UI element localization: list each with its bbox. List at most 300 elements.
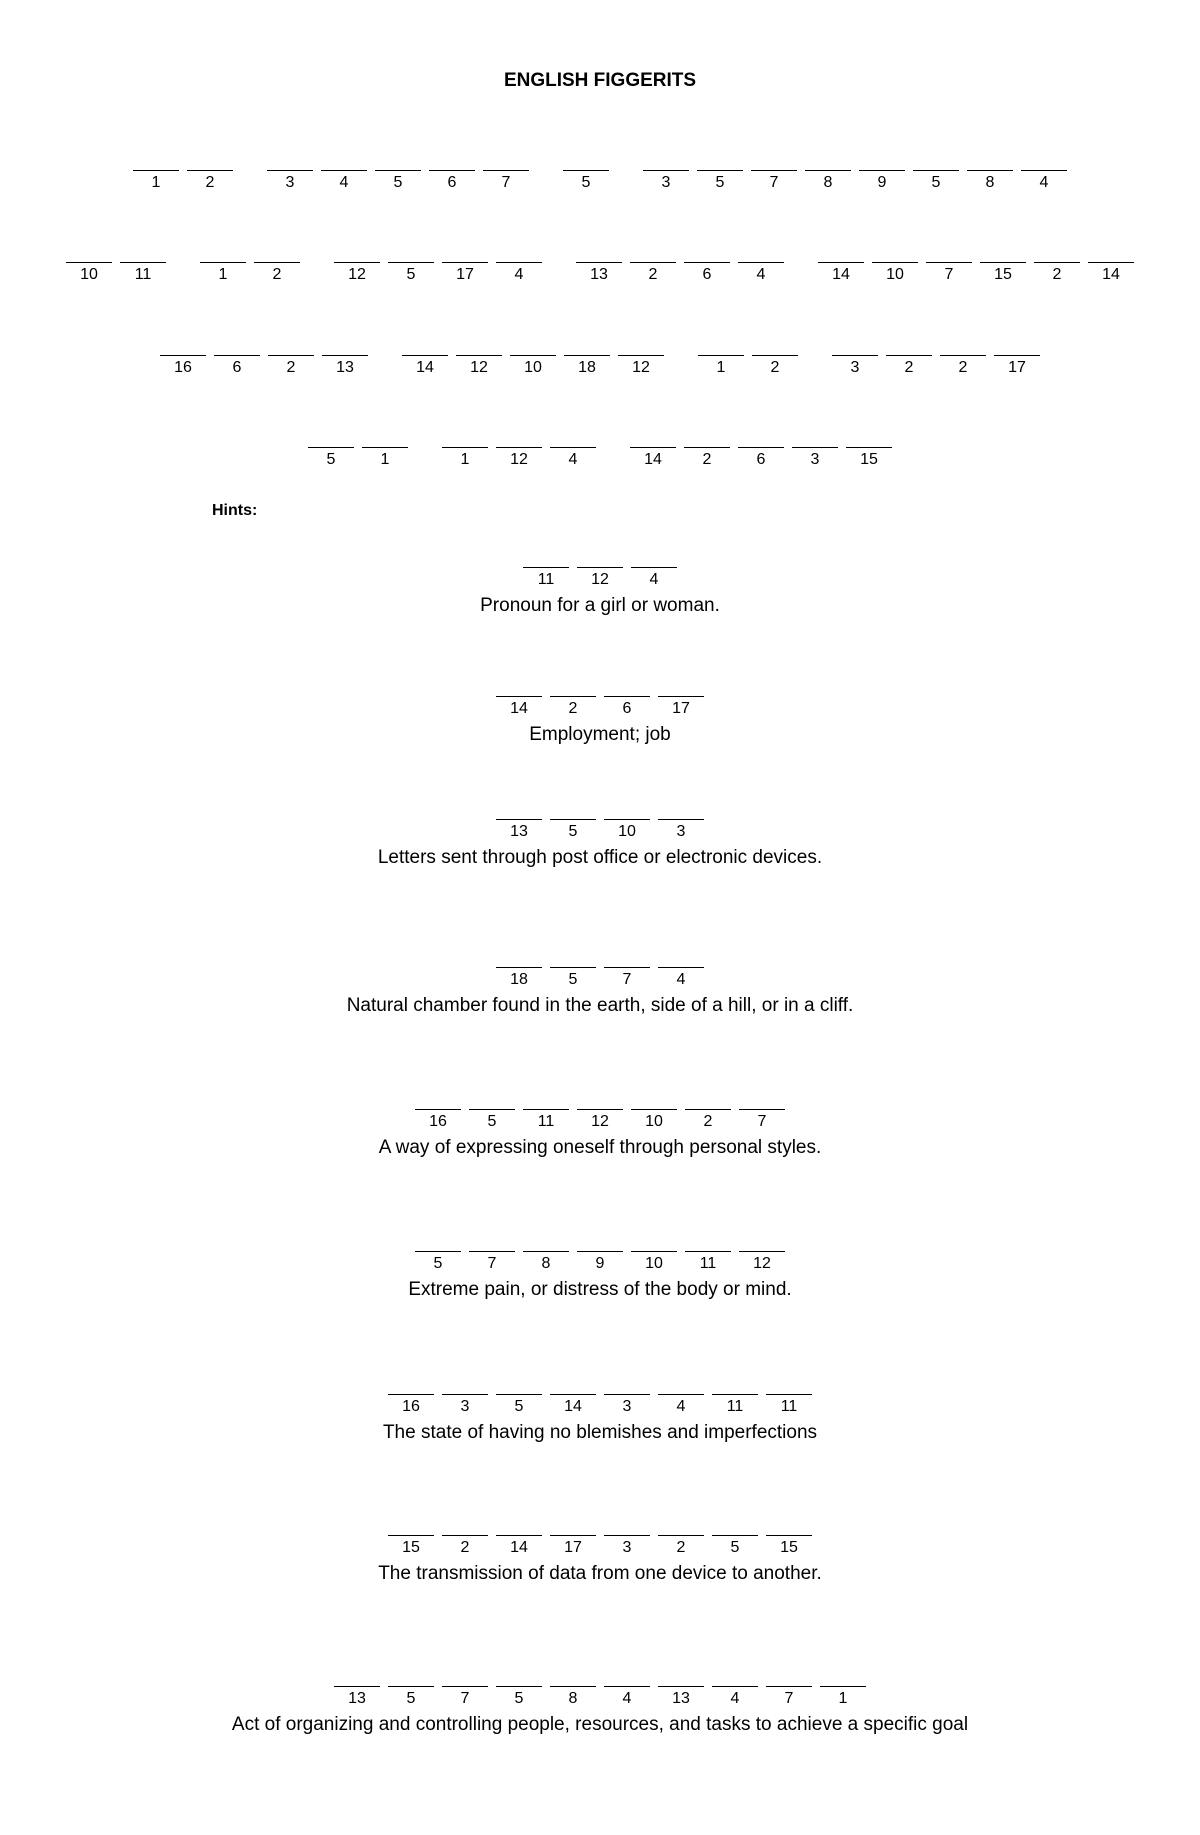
cipher-number: 2 xyxy=(1052,266,1062,283)
blank-line xyxy=(604,1394,650,1395)
letter-slot xyxy=(438,1535,492,1557)
hint-answer-blanks xyxy=(0,1109,1200,1131)
blank-line xyxy=(658,819,704,820)
hint-word xyxy=(330,1686,870,1708)
blank-line xyxy=(133,170,179,171)
blank-line xyxy=(66,262,112,263)
cipher-number: 4 xyxy=(1039,174,1049,191)
blank-line xyxy=(618,355,664,356)
cipher-number: 2 xyxy=(460,1539,470,1556)
letter-slot xyxy=(519,567,573,589)
hint-word xyxy=(384,1535,816,1557)
letter-slot xyxy=(600,1394,654,1416)
cipher-number: 8 xyxy=(823,174,833,191)
letter-slot xyxy=(762,1686,816,1708)
letter-slot xyxy=(519,1109,573,1131)
letter-slot xyxy=(116,262,170,284)
letter-slot xyxy=(398,355,452,377)
cipher-number: 5 xyxy=(406,1690,416,1707)
letter-slot xyxy=(425,170,479,192)
letter-slot xyxy=(438,447,492,469)
cipher-number: 7 xyxy=(622,971,632,988)
blank-line xyxy=(658,1535,704,1536)
blank-line xyxy=(268,355,314,356)
letter-slot xyxy=(129,170,183,192)
letter-slot xyxy=(465,1251,519,1273)
blank-line xyxy=(322,355,368,356)
blank-line xyxy=(792,447,838,448)
cipher-number: 7 xyxy=(769,174,779,191)
blank-line xyxy=(631,1109,677,1110)
hint-word xyxy=(411,1251,789,1273)
cipher-number: 6 xyxy=(756,451,766,468)
letter-slot xyxy=(627,567,681,589)
cipher-number: 16 xyxy=(402,1398,420,1415)
hint-word xyxy=(492,819,708,841)
cipher-number: 5 xyxy=(487,1113,497,1130)
hint-block xyxy=(0,1535,1200,1585)
blank-line xyxy=(739,1251,785,1252)
hint-clue: Act of organizing and controlling people, resources, and tasks to achieve a specific goal xyxy=(231,1714,969,1735)
letter-slot xyxy=(654,819,708,841)
blank-line xyxy=(469,1251,515,1252)
letter-slot xyxy=(559,170,613,192)
blank-line xyxy=(496,696,542,697)
cipher-number: 18 xyxy=(578,359,596,376)
puzzle-line xyxy=(0,355,1200,377)
letter-slot xyxy=(693,170,747,192)
letter-slot xyxy=(492,1686,546,1708)
letter-slot xyxy=(639,170,693,192)
blank-line xyxy=(442,262,488,263)
blank-line xyxy=(658,1686,704,1687)
hint-clue: Employment; job xyxy=(529,724,671,745)
letter-slot xyxy=(735,1109,789,1131)
cipher-number: 14 xyxy=(510,1539,528,1556)
blank-line xyxy=(630,447,676,448)
letter-slot xyxy=(1017,170,1071,192)
cipher-number: 2 xyxy=(286,359,296,376)
cipher-number: 2 xyxy=(958,359,968,376)
hint-word xyxy=(492,696,708,718)
cipher-number: 11 xyxy=(134,266,152,283)
blank-line xyxy=(832,355,878,356)
cipher-number: 16 xyxy=(429,1113,447,1130)
letter-slot xyxy=(492,1394,546,1416)
blank-line xyxy=(738,262,784,263)
blank-line xyxy=(321,170,367,171)
letter-slot xyxy=(465,1109,519,1131)
cipher-number: 6 xyxy=(447,174,457,191)
letter-slot xyxy=(492,819,546,841)
cipher-number: 11 xyxy=(537,571,555,588)
blank-line xyxy=(994,355,1040,356)
cipher-number: 7 xyxy=(501,174,511,191)
blank-line xyxy=(442,1394,488,1395)
cipher-number: 13 xyxy=(590,266,608,283)
letter-slot xyxy=(681,1109,735,1131)
puzzle-word xyxy=(572,262,788,284)
blank-line xyxy=(697,170,743,171)
cipher-number: 10 xyxy=(886,266,904,283)
letter-slot xyxy=(654,696,708,718)
hint-answer-blanks xyxy=(0,567,1200,589)
blank-line xyxy=(483,170,529,171)
letter-slot xyxy=(264,355,318,377)
letter-slot xyxy=(479,170,533,192)
blank-line xyxy=(751,170,797,171)
blank-line xyxy=(630,262,676,263)
hint-word xyxy=(519,567,681,589)
cipher-number: 5 xyxy=(715,174,725,191)
cipher-number: 10 xyxy=(80,266,98,283)
cipher-number: 3 xyxy=(622,1398,632,1415)
letter-slot xyxy=(734,262,788,284)
cipher-number: 14 xyxy=(644,451,662,468)
blank-line xyxy=(415,1109,461,1110)
puzzle-word xyxy=(304,447,412,469)
puzzle-word xyxy=(828,355,1044,377)
letter-slot xyxy=(573,1251,627,1273)
blank-line xyxy=(187,170,233,171)
letter-slot xyxy=(909,170,963,192)
cipher-number: 2 xyxy=(205,174,215,191)
hint-block xyxy=(0,567,1200,617)
blank-line xyxy=(967,170,1013,171)
letter-slot xyxy=(452,355,506,377)
blank-line xyxy=(712,1535,758,1536)
letter-slot xyxy=(855,170,909,192)
cipher-number: 12 xyxy=(348,266,366,283)
letter-slot xyxy=(747,170,801,192)
cipher-number: 1 xyxy=(380,451,390,468)
blank-line xyxy=(362,447,408,448)
blank-line xyxy=(872,262,918,263)
cipher-number: 18 xyxy=(510,971,528,988)
letter-slot xyxy=(411,1251,465,1273)
blank-line xyxy=(604,819,650,820)
cipher-number: 4 xyxy=(339,174,349,191)
letter-slot xyxy=(196,262,250,284)
cipher-number: 15 xyxy=(780,1539,798,1556)
puzzle-word xyxy=(263,170,533,192)
blank-line xyxy=(429,170,475,171)
blank-line xyxy=(308,447,354,448)
cipher-number: 3 xyxy=(661,174,671,191)
letter-slot xyxy=(572,262,626,284)
blank-line xyxy=(913,170,959,171)
blank-line xyxy=(712,1686,758,1687)
puzzle-line xyxy=(0,170,1200,192)
blank-line xyxy=(563,170,609,171)
cipher-number: 9 xyxy=(595,1255,605,1272)
letter-slot xyxy=(318,355,372,377)
blank-line xyxy=(658,1394,704,1395)
letter-slot xyxy=(546,696,600,718)
letter-slot xyxy=(680,262,734,284)
letter-slot xyxy=(708,1394,762,1416)
blank-line xyxy=(442,1686,488,1687)
blank-line xyxy=(805,170,851,171)
hint-word xyxy=(411,1109,789,1131)
blank-line xyxy=(859,170,905,171)
cipher-number: 6 xyxy=(232,359,242,376)
letter-slot xyxy=(573,567,627,589)
letter-slot xyxy=(626,262,680,284)
blank-line xyxy=(766,1535,812,1536)
blank-line xyxy=(523,1109,569,1110)
puzzle-word xyxy=(626,447,896,469)
blank-line xyxy=(388,262,434,263)
cipher-number: 2 xyxy=(676,1539,686,1556)
cipher-number: 7 xyxy=(757,1113,767,1130)
cipher-number: 17 xyxy=(1008,359,1026,376)
hint-clue: The state of having no blemishes and imperfections xyxy=(382,1422,818,1443)
blank-line xyxy=(388,1686,434,1687)
cipher-number: 2 xyxy=(568,700,578,717)
blank-line xyxy=(684,447,730,448)
cipher-number: 3 xyxy=(810,451,820,468)
letter-slot xyxy=(546,1535,600,1557)
blank-line xyxy=(738,447,784,448)
blank-line xyxy=(402,355,448,356)
letter-slot xyxy=(922,262,976,284)
cipher-number: 2 xyxy=(703,1113,713,1130)
letter-slot xyxy=(734,447,788,469)
cipher-number: 10 xyxy=(524,359,542,376)
blank-line xyxy=(752,355,798,356)
letter-slot xyxy=(506,355,560,377)
letter-slot xyxy=(600,1686,654,1708)
blank-line xyxy=(643,170,689,171)
cipher-number: 17 xyxy=(564,1539,582,1556)
cipher-number: 11 xyxy=(780,1398,798,1415)
blank-line xyxy=(388,1535,434,1536)
blank-line xyxy=(658,696,704,697)
cipher-number: 7 xyxy=(487,1255,497,1272)
letter-slot xyxy=(411,1109,465,1131)
puzzle-word xyxy=(694,355,802,377)
letter-slot xyxy=(816,1686,870,1708)
cipher-number: 12 xyxy=(591,1113,609,1130)
puzzle-word xyxy=(156,355,372,377)
cipher-number: 14 xyxy=(416,359,434,376)
hint-word xyxy=(384,1394,816,1416)
letter-slot xyxy=(492,447,546,469)
letter-slot xyxy=(990,355,1044,377)
blank-line xyxy=(604,967,650,968)
cipher-number: 5 xyxy=(581,174,591,191)
blank-line xyxy=(926,262,972,263)
blank-line xyxy=(698,355,744,356)
cipher-number: 10 xyxy=(618,823,636,840)
cipher-number: 8 xyxy=(985,174,995,191)
blank-line xyxy=(818,262,864,263)
blank-line xyxy=(120,262,166,263)
letter-slot xyxy=(183,170,237,192)
letter-slot xyxy=(735,1251,789,1273)
hint-clue: Natural chamber found in the earth, side of a hill, or in a cliff. xyxy=(346,995,854,1016)
letter-slot xyxy=(654,967,708,989)
cipher-number: 4 xyxy=(676,1398,686,1415)
cipher-number: 1 xyxy=(151,174,161,191)
cipher-number: 13 xyxy=(348,1690,366,1707)
blank-line xyxy=(739,1109,785,1110)
blank-line xyxy=(1088,262,1134,263)
blank-line xyxy=(766,1686,812,1687)
letter-slot xyxy=(210,355,264,377)
blank-line xyxy=(160,355,206,356)
blank-line xyxy=(1034,262,1080,263)
letter-slot xyxy=(882,355,936,377)
cipher-number: 3 xyxy=(850,359,860,376)
letter-slot xyxy=(330,262,384,284)
letter-slot xyxy=(654,1686,708,1708)
cipher-number: 4 xyxy=(730,1690,740,1707)
cipher-number: 5 xyxy=(931,174,941,191)
blank-line xyxy=(631,1251,677,1252)
blank-line xyxy=(604,1686,650,1687)
cipher-number: 12 xyxy=(470,359,488,376)
blank-line xyxy=(684,262,730,263)
letter-slot xyxy=(654,1394,708,1416)
blank-line xyxy=(685,1109,731,1110)
cipher-number: 5 xyxy=(730,1539,740,1556)
hint-clue: Letters sent through post office or electronic devices. xyxy=(377,847,823,868)
cipher-number: 9 xyxy=(877,174,887,191)
letter-slot xyxy=(546,967,600,989)
hint-clue: The transmission of data from one device to another. xyxy=(378,1563,822,1584)
puzzle-word xyxy=(559,170,613,192)
letter-slot xyxy=(384,262,438,284)
cipher-number: 4 xyxy=(514,266,524,283)
letter-slot xyxy=(708,1686,762,1708)
letter-slot xyxy=(250,262,304,284)
puzzle-word xyxy=(330,262,546,284)
blank-line xyxy=(550,696,596,697)
cipher-number: 5 xyxy=(514,1398,524,1415)
letter-slot xyxy=(694,355,748,377)
cipher-number: 2 xyxy=(702,451,712,468)
cipher-number: 14 xyxy=(1102,266,1120,283)
blank-line xyxy=(577,567,623,568)
hints-label: Hints: xyxy=(212,502,258,519)
cipher-number: 14 xyxy=(510,700,528,717)
puzzle-word xyxy=(438,447,600,469)
letter-slot xyxy=(868,262,922,284)
letter-slot xyxy=(438,1394,492,1416)
cipher-number: 7 xyxy=(460,1690,470,1707)
cipher-number: 11 xyxy=(699,1255,717,1272)
letter-slot xyxy=(492,1535,546,1557)
blank-line xyxy=(456,355,502,356)
cipher-number: 1 xyxy=(838,1690,848,1707)
cipher-number: 6 xyxy=(622,700,632,717)
hint-block xyxy=(0,967,1200,1017)
blank-line xyxy=(442,1535,488,1536)
letter-slot xyxy=(762,1535,816,1557)
cipher-number: 16 xyxy=(174,359,192,376)
hint-clue: A way of expressing oneself through personal styles. xyxy=(378,1137,822,1158)
cipher-number: 1 xyxy=(716,359,726,376)
letter-slot xyxy=(600,967,654,989)
cipher-number: 13 xyxy=(672,1690,690,1707)
cipher-number: 15 xyxy=(860,451,878,468)
cipher-number: 4 xyxy=(568,451,578,468)
blank-line xyxy=(577,1251,623,1252)
hint-answer-blanks xyxy=(0,1251,1200,1273)
letter-slot xyxy=(681,1251,735,1273)
blank-line xyxy=(415,1251,461,1252)
letter-slot xyxy=(560,355,614,377)
cipher-number: 4 xyxy=(622,1690,632,1707)
blank-line xyxy=(523,567,569,568)
letter-slot xyxy=(156,355,210,377)
blank-line xyxy=(496,447,542,448)
hint-answer-blanks xyxy=(0,1535,1200,1557)
cipher-number: 5 xyxy=(568,823,578,840)
blank-line xyxy=(550,819,596,820)
cipher-number: 11 xyxy=(726,1398,744,1415)
blank-line xyxy=(604,1535,650,1536)
cipher-number: 1 xyxy=(218,266,228,283)
blank-line xyxy=(523,1251,569,1252)
letter-slot xyxy=(762,1394,816,1416)
cipher-number: 5 xyxy=(568,971,578,988)
hint-block xyxy=(0,1686,1200,1736)
hint-clue: Pronoun for a girl or woman. xyxy=(480,595,720,616)
puzzle-word xyxy=(814,262,1138,284)
blank-line xyxy=(550,1686,596,1687)
blank-line xyxy=(886,355,932,356)
hint-block xyxy=(0,696,1200,746)
blank-line xyxy=(576,262,622,263)
letter-slot xyxy=(814,262,868,284)
blank-line xyxy=(577,1109,623,1110)
cipher-number: 12 xyxy=(510,451,528,468)
blank-line xyxy=(550,1535,596,1536)
letter-slot xyxy=(614,355,668,377)
cipher-number: 6 xyxy=(702,266,712,283)
cipher-number: 17 xyxy=(456,266,474,283)
puzzle-line xyxy=(0,447,1200,469)
letter-slot xyxy=(371,170,425,192)
letter-slot xyxy=(546,1686,600,1708)
cipher-number: 10 xyxy=(645,1255,663,1272)
cipher-number: 7 xyxy=(784,1690,794,1707)
hint-answer-blanks xyxy=(0,696,1200,718)
hint-answer-blanks xyxy=(0,819,1200,841)
blank-line xyxy=(980,262,1026,263)
cipher-number: 14 xyxy=(564,1398,582,1415)
blank-line xyxy=(564,355,610,356)
hint-clue: Extreme pain, or distress of the body or mind. xyxy=(408,1279,792,1300)
puzzle-word xyxy=(62,262,170,284)
cipher-number: 5 xyxy=(393,174,403,191)
hint-word xyxy=(492,967,708,989)
letter-slot xyxy=(358,447,412,469)
letter-slot xyxy=(546,819,600,841)
cipher-number: 12 xyxy=(632,359,650,376)
cipher-number: 5 xyxy=(433,1255,443,1272)
letter-slot xyxy=(438,1686,492,1708)
letter-slot xyxy=(384,1686,438,1708)
cipher-number: 3 xyxy=(676,823,686,840)
blank-line xyxy=(254,262,300,263)
cipher-number: 4 xyxy=(676,971,686,988)
cipher-number: 2 xyxy=(770,359,780,376)
cipher-number: 14 xyxy=(832,266,850,283)
